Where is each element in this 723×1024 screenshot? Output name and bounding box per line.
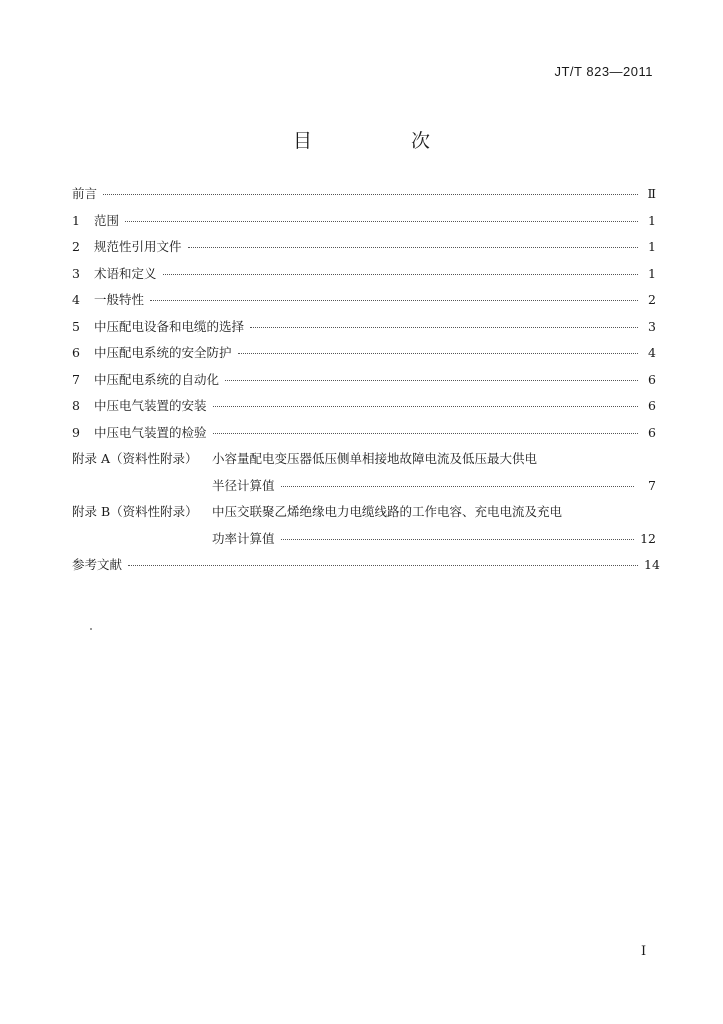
dot-leader: [281, 486, 634, 487]
dot-leader: [225, 380, 638, 381]
toc-label: 中压配电系统的安全防护: [94, 345, 232, 360]
toc-label: 中压电气装置的检验: [94, 424, 207, 440]
toc-page: Ⅱ: [647, 186, 656, 201]
toc-entry-6[interactable]: [72, 343, 656, 370]
toc-page: 12: [640, 530, 656, 546]
toc-page: 6: [648, 371, 656, 387]
appendix-title-line2: 功率计算值: [212, 530, 275, 546]
toc-page: 2: [648, 292, 656, 307]
dot-leader: [281, 539, 634, 540]
toc-page: 1: [648, 265, 656, 281]
toc-number: 8: [72, 398, 80, 413]
toc-page: 14: [644, 557, 660, 572]
toc-number: 6: [72, 345, 80, 360]
toc-label: 一般特性: [94, 292, 145, 307]
toc-entry-9[interactable]: [72, 423, 656, 450]
dot-leader: [188, 247, 638, 248]
dot-leader: [213, 406, 638, 407]
toc-number: 7: [72, 371, 80, 387]
toc-entry-references[interactable]: [72, 555, 660, 582]
toc-label: 中压电气装置的安装: [94, 398, 207, 413]
appendix-tag: 附录 B（资料性附录）: [72, 504, 198, 519]
toc-label: 参考文献: [72, 557, 123, 572]
toc-page: 6: [648, 424, 656, 440]
dot-leader: [150, 300, 638, 301]
dot-leader: [128, 565, 638, 566]
page-title: 目 次: [292, 130, 470, 152]
toc-page: 1: [648, 239, 656, 254]
toc-label: 术语和定义: [94, 265, 157, 281]
dot-leader: [213, 433, 638, 434]
toc-label: 中压配电系统的自动化: [94, 371, 220, 387]
page-folio: Ⅰ: [641, 944, 647, 959]
dot-leader: [250, 327, 638, 328]
scan-speck: [90, 628, 92, 630]
dot-leader: [163, 274, 638, 275]
toc-label: 规范性引用文件: [94, 239, 182, 254]
dot-leader: [238, 353, 638, 354]
toc-number: 5: [72, 318, 80, 334]
toc-number: 9: [72, 424, 80, 440]
toc-number: 1: [72, 212, 80, 228]
toc-page: 7: [648, 477, 656, 493]
toc-label: 范围: [94, 212, 120, 228]
toc-entry-2[interactable]: [72, 237, 656, 264]
toc-label: 前言: [72, 186, 98, 201]
dot-leader: [125, 221, 638, 222]
toc-page: 1: [648, 212, 656, 228]
toc-entry-8[interactable]: [72, 396, 656, 423]
dot-leader: [103, 194, 638, 195]
toc-page: 3: [648, 318, 656, 334]
toc-number: 3: [72, 265, 80, 281]
appendix-title-line1: 小容量配电变压器低压侧单相接地故障电流及低压最大供电: [212, 451, 538, 466]
toc-page: 6: [648, 398, 656, 413]
toc-entry-4[interactable]: [72, 290, 656, 317]
toc-page: 4: [648, 345, 656, 360]
toc-number: 2: [72, 239, 80, 254]
toc-entry-foreword[interactable]: [72, 184, 656, 211]
appendix-title-line1: 中压交联聚乙烯绝缘电力电缆线路的工作电容、充电电流及充电: [212, 504, 563, 519]
toc-number: 4: [72, 292, 80, 307]
table-of-contents: [72, 184, 660, 582]
toc-label: 中压配电设备和电缆的选择: [94, 318, 245, 334]
appendix-tag: 附录 A（资料性附录）: [72, 451, 198, 466]
toc-entry-5[interactable]: [72, 317, 656, 344]
toc-entry-3[interactable]: [72, 264, 656, 291]
toc-entry-appendix-a[interactable]: [72, 449, 656, 502]
toc-entry-1[interactable]: [72, 211, 656, 238]
standard-number: JT/T 823—2011: [554, 64, 653, 79]
toc-entry-appendix-b[interactable]: [72, 502, 656, 555]
appendix-title-line2: 半径计算值: [212, 477, 275, 493]
toc-entry-7[interactable]: [72, 370, 656, 397]
